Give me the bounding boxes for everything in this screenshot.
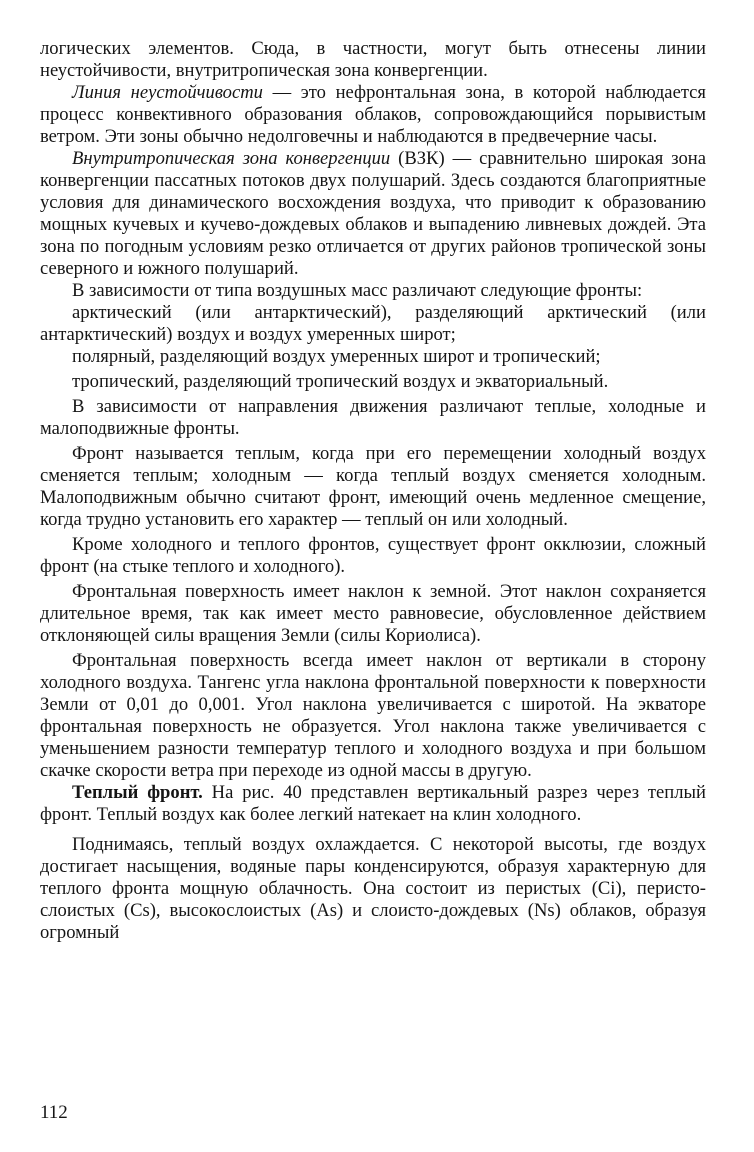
page-body	[40, 38, 706, 944]
front-list-item-polar	[40, 346, 706, 368]
paragraph-2	[40, 82, 706, 148]
section-heading-warm-front: Теплый фронт.	[72, 782, 203, 803]
paragraph-1	[40, 38, 706, 82]
paragraph-1-text: логических элементов. Сюда, в частности, могут быть отнесены линии неустойчивости, внутритропическая зона конвергенции.	[40, 38, 706, 81]
paragraph-13	[40, 782, 706, 826]
paragraph-13-text: На рис. 40 представлен вертикальный разрез через теплый фронт. Теплый воздух как более легкий натекает на клин холодного.	[40, 782, 706, 825]
front-list-item-tropical	[40, 371, 706, 393]
paragraph-12	[40, 650, 706, 782]
term-instability-line: Линия неустойчивости	[72, 82, 263, 103]
paragraph-12-text: Фронтальная поверхность всегда имеет наклон от вертикали в сторону холодного воздуха. Тангенс угла наклона фронтальной поверхности к поверхности Земли от 0,01 до 0,001. Угол наклона увеличивается с широтой. На экваторе фронтальная поверхность не образуется. Угол наклона также увеличивается с уменьшением разности температур теплого и холодного воздуха и при большом скачке скорости ветра при переходе из одной массы в другую.	[40, 650, 706, 781]
page-number: 112	[40, 1102, 68, 1123]
paragraph-9-text: Фронт называется теплым, когда при его перемещении холодный воздух сменяется теплым; холодным — когда теплый воздух сменяется холодным. Малоподвижным обычно считают фронт, имеющий очень медленное смещение, когда трудно установить его характер — теплый он или холодный.	[40, 443, 706, 530]
paragraph-5-text: арктический (или антарктический), разделяющий арктический (или антарктический) воздух и воздух умеренных широт;	[40, 302, 706, 345]
paragraph-2-text: — это нефронтальная зона, в которой наблюдается процесс конвективного образования облаков, сопровождающийся порывистым ветром. Эти зоны обычно недолговечны и наблюдаются в предвечерние часы.	[40, 82, 706, 147]
paragraph-14-text: Поднимаясь, теплый воздух охлаждается. С некоторой высоты, где воздух достигает насыщения, водяные пары конденсируются, образуя характерную для теплого фронта мощную облачность. Она состоит из перистых (Ci), перисто-слоистых (Cs), высокослоистых (As) и слоисто-дождевых (Ns) облаков, образуя огромный	[40, 834, 706, 943]
paragraph-6-text: полярный, разделяющий воздух умеренных широт и тропический;	[72, 346, 601, 367]
paragraph-7-text: тропический, разделяющий тропический воздух и экваториальный.	[72, 371, 609, 392]
paragraph-11-text: Фронтальная поверхность имеет наклон к земной. Этот наклон сохраняется длительное время, так как имеет место равновесие, обусловленное действием отклоняющей силы вращения Земли (силы Кориолиса).	[40, 581, 706, 646]
paragraph-8-text: В зависимости от направления движения различают теплые, холодные и малоподвижные фронты.	[40, 396, 706, 439]
paragraph-9	[40, 443, 706, 531]
paragraph-8	[40, 396, 706, 440]
paragraph-14	[40, 834, 706, 944]
paragraph-10	[40, 534, 706, 578]
term-itcz: Внутритропическая зона конвергенции	[72, 148, 391, 169]
paragraph-10-text: Кроме холодного и теплого фронтов, существует фронт окклюзии, сложный фронт (на стыке теплого и холодного).	[40, 534, 706, 577]
paragraph-4	[40, 280, 706, 302]
paragraph-4-text: В зависимости от типа воздушных масс различают следующие фронты:	[72, 280, 643, 301]
paragraph-3-text: (ВЗК) — сравнительно широкая зона конвергенции пассатных потоков двух полушарий. Здесь создаются благоприятные условия для динамического восхождения воздуха, что приводит к образованию мощных кучевых и кучево-дождевых облаков и выпадению ливневых дождей. Эта зона по погодным условиям резко отличается от других районов тропической зоны северного и южного полушарий.	[40, 148, 706, 279]
paragraph-11	[40, 581, 706, 647]
front-list-item-arctic	[40, 302, 706, 346]
paragraph-3	[40, 148, 706, 280]
